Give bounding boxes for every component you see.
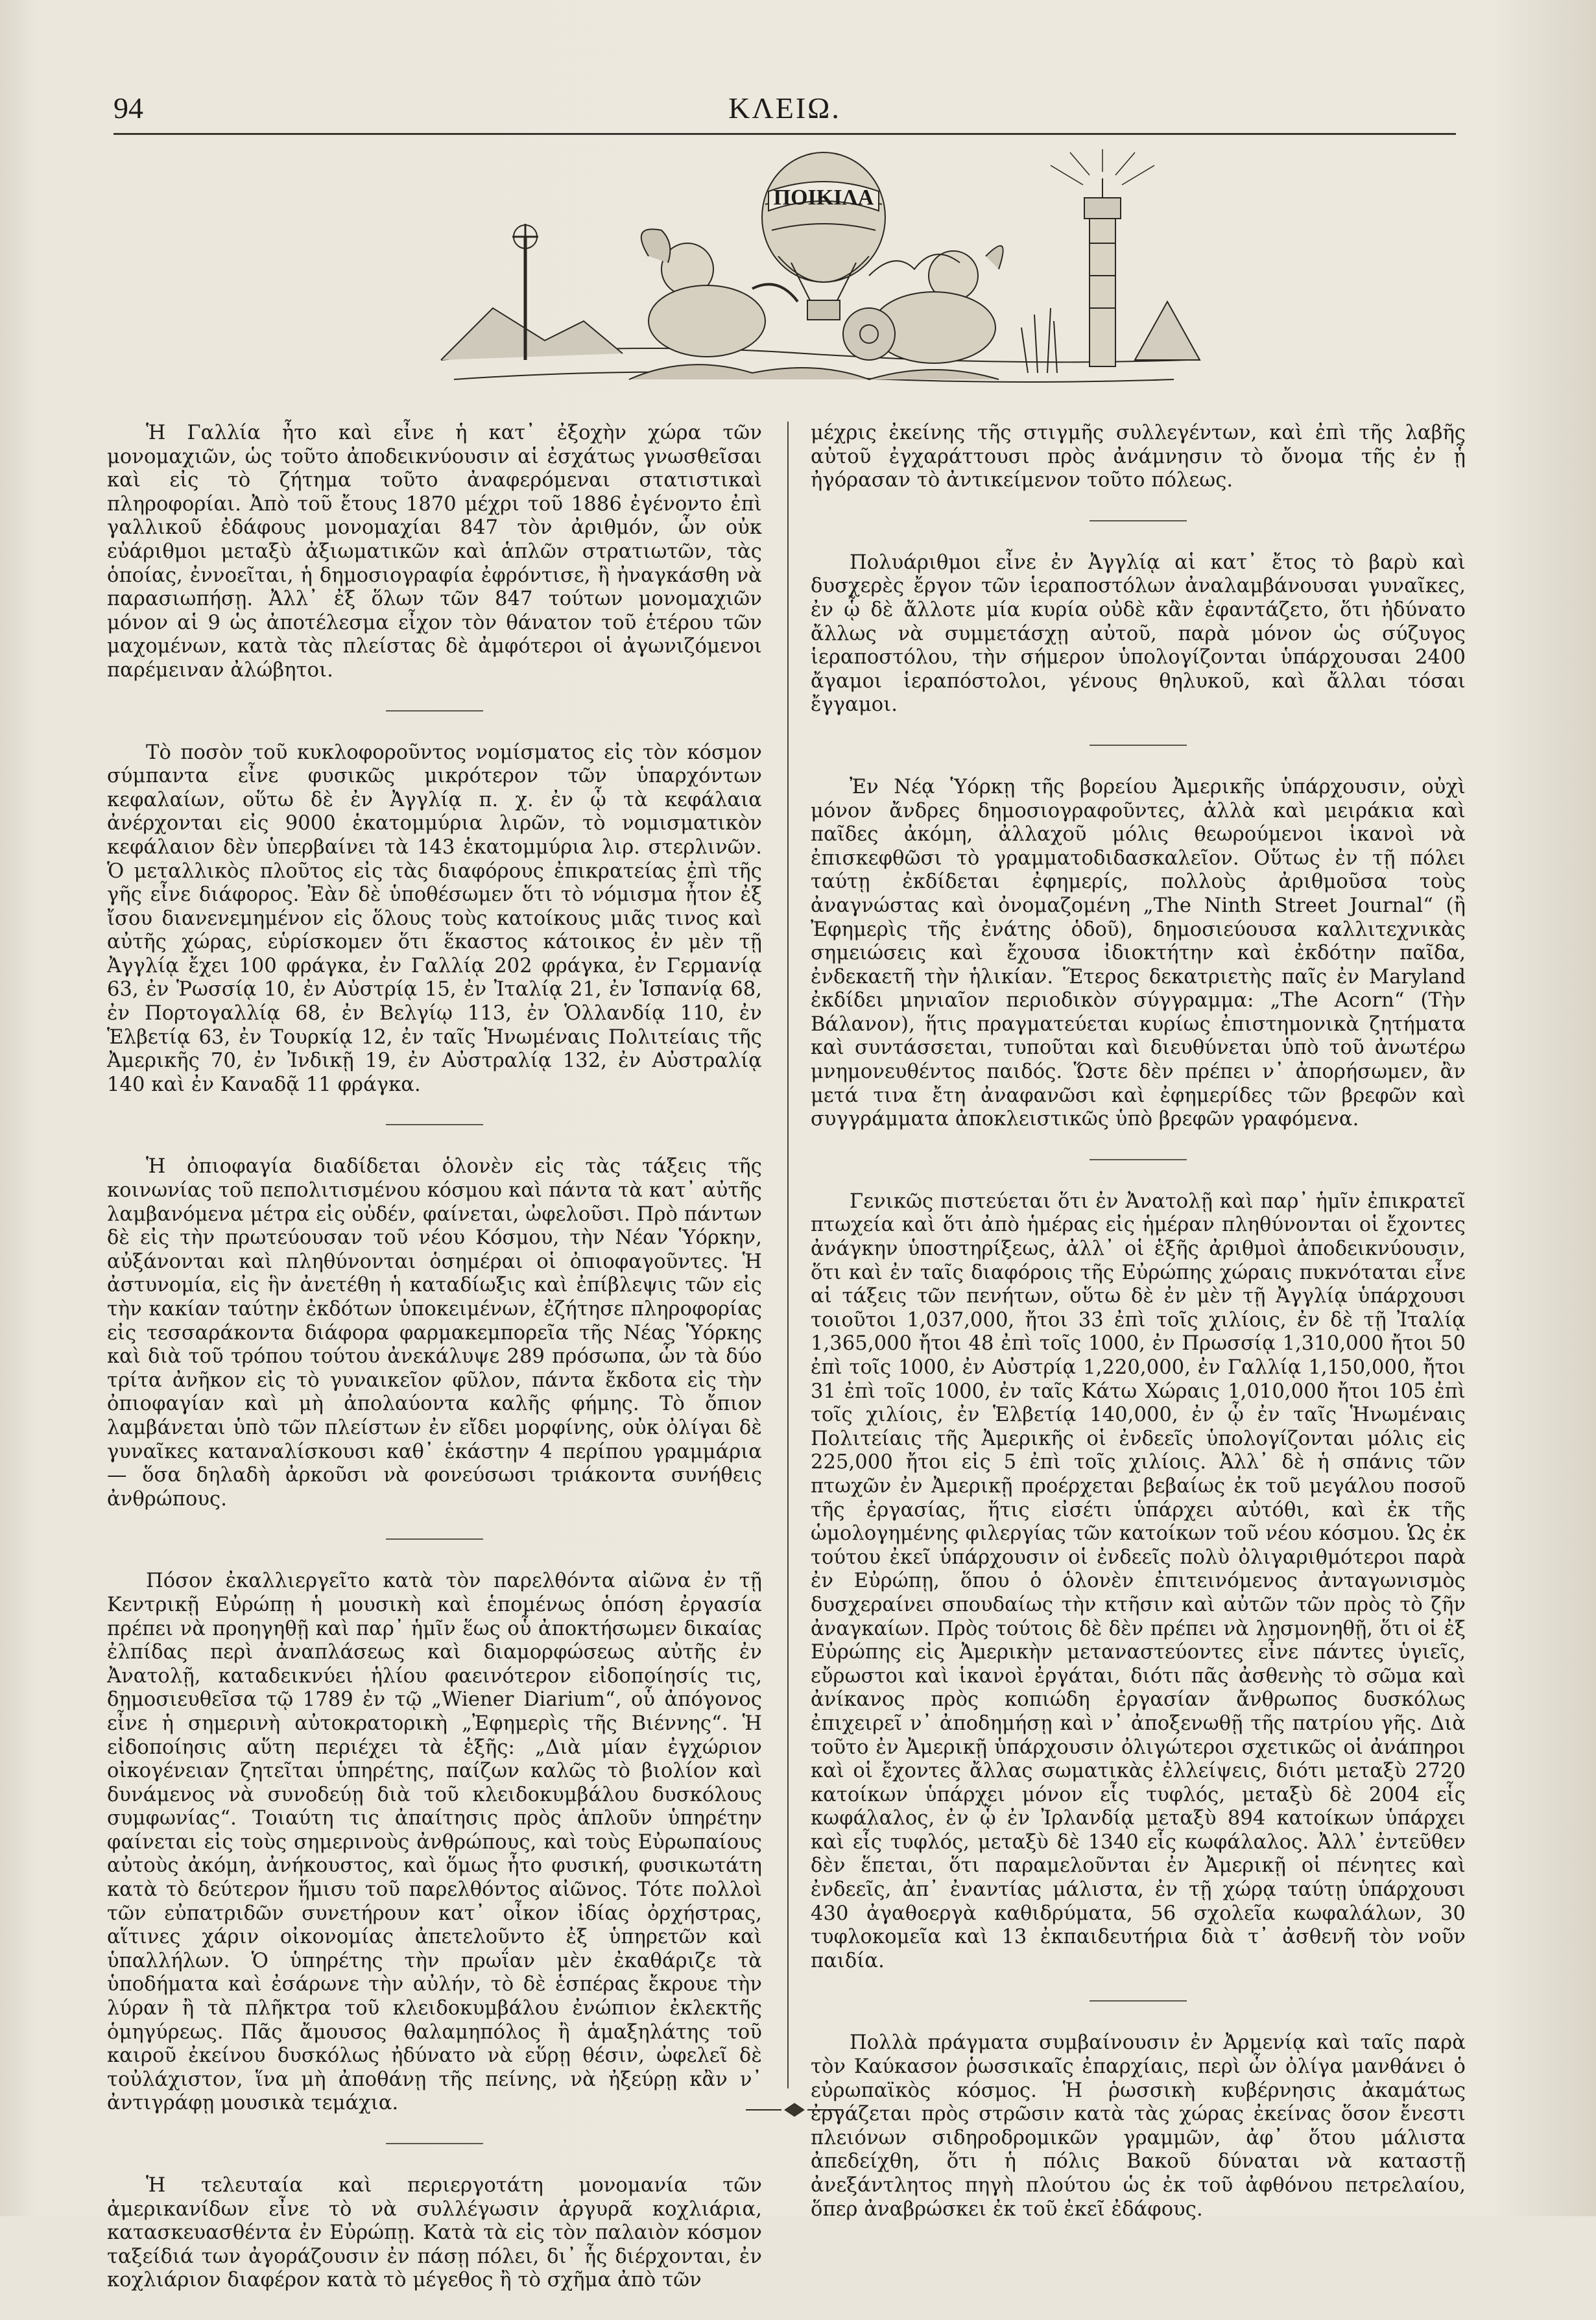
- right-paragraph-3: Ἐν Νέᾳ Ὑόρκῃ τῆς βορείου Ἀμερικῆς ὑπάρχουσιν, οὐχὶ μόνον ἄνδρες δημοσιογραφοῦντες, ἀλλὰ καὶ μειράκια καὶ παῖδες ἀκόμη, ἀλλαχοῦ μόλις θεωρούμενοι ἱκανοὶ νὰ ἐπισκεφθῶσι τὸ γραμματοδιδασκαλεῖον. Οὕτως ἐν τῇ πόλει ταύτῃ ἐκδίδεται ἐφημερίς, πολλοὺς ἀριθμοῦσα τοὺς ἀναγνώστας καὶ ὀνομαζομένη „The Ninth Street Journal“ (ἢ Ἐφημερὶς τῆς ἐνάτης ὁδοῦ), δημοσιεύουσα καλλιτεχνικὰς σημειώσεις καὶ ἔχουσα ἰδιοκτήτην καὶ ἐκδότην παῖδα, ἐνδεκαετῆ τὴν ἡλικίαν. Ἕτερος δεκατριετὴς παῖς ἐν Maryland ἐκδίδει μηνιαῖον περιοδικὸν σύγγραμμα: „The Acorn“ (Τὴν Βάλανον), ἥτις πραγματεύεται κυρίως ἐπιστημονικὰ ζητήματα καὶ συντάσσεται, τυποῦται καὶ διευθύνεται ὑπὸ τοῦ ἀνωτέρω μνημονευθέντος παιδός. Ὥστε δὲν πρέπει ν᾽ ἀπορήσωμεν, ἂν μετά τινα ἔτη ἀναφανῶσι καὶ ἐφημερίδες τῶν βρεφῶν καὶ συγγράμματα ἀποκλειστικῶς ὑπὸ βρεφῶν γραφόμενα.: [811, 775, 1466, 1131]
- right-paragraph-1: μέχρις ἐκείνης τῆς στιγμῆς συλλεγέντων, καὶ ἐπὶ τῆς λαβῆς αὐτοῦ ἐγχαράττουσι πρὸς ἀνάμνησιν τὸ ὄνομα τῆς ἐν ᾗ ἠγόρασαν τὸ ἀντικείμενον τοῦτο πόλεως.: [811, 422, 1466, 492]
- right-paragraph-5: Πολλὰ πράγματα συμβαίνουσιν ἐν Ἀρμενίᾳ καὶ ταῖς παρὰ τὸν Καύκασον ῥωσσικαῖς ἐπαρχίαις, περὶ ὧν ὀλίγα μανθάνει ὁ εὐρωπαϊκὸς κόσμος. Ἡ ῥωσσικὴ κυβέρνησις ἀκαμάτως ἐργάζεται πρὸς στρῶσιν κατὰ τὰς χώρας ἐκείνας ὅσον ἔνεστι πλειόνων σιδηροδρομικῶν γραμμῶν, ἀφ᾽ ὅτου μάλιστα ἀπεδείχθη, ὅτι ἡ πόλις Βακοῦ δύναται νὰ καταστῇ ἀνεξάντλητος πηγὴ πλούτου ὡς ἐκ τοῦ ἀφθόνου πετρελαίου, ὅπερ ἀναβρώσκει ἐκ τοῦ ἐκεῖ ἐδάφους.: [811, 2031, 1466, 2221]
- left-paragraph-5: Ἡ τελευταία καὶ περιεργοτάτη μονομανία τῶν ἀμερικανίδων εἶνε τὸ νὰ συλλέγωσιν ἀργυρᾶ κοχλιάρια, κατασκευασθέντα ἐν Εὐρώπῃ. Κατὰ τὰ εἰς τὸν παλαιὸν κόσμον ταξείδιά των ἀγοράζουσιν ἐν πάσῃ πόλει, δι᾽ ἧς διέρχονται, ἐν κοχλιάριον διαφέρον κατὰ τὸ μέγεθος ἢ τὸ σχῆμα ἀπὸ τῶν: [107, 2174, 762, 2292]
- left-paragraph-2: Τὸ ποσὸν τοῦ κυκλοφοροῦντος νομίσματος εἰς τὸν κόσμον σύμπαντα εἶνε φυσικῶς μικρότερον τῶν ὑπαρχόντων κεφαλαίων, οὕτω δὲ ἐν Ἀγγλίᾳ π. χ. ἐν ᾧ τὰ κεφάλαια ἀνέρχονται εἰς 9000 ἑκατομμύρια λιρῶν, τὸ νομισματικὸν κεφάλαιον δὲν ὑπερβαίνει τὰ 143 ἑκατομμύρια λιρ. στερλινῶν. Ὁ μεταλλικὸς πλοῦτος εἰς τὰς διαφόρους ἐπικρατείας ἐπὶ τῆς γῆς εἶνε διάφορος. Ἐὰν δὲ ὑποθέσωμεν ὅτι τὸ νόμισμα ἦτον ἐξ ἴσου διανενεμημένον εἰς ὅλους τοὺς κατοίκους μιᾶς τινος καὶ αὐτῆς χώρας, εὑρίσκομεν ὅτι ἕκαστος κάτοικος ἐν μὲν τῇ Ἀγγλίᾳ ἔχει 100 φράγκα, ἐν Γαλλίᾳ 202 φράγκα, ἐν Γερμανίᾳ 63, ἐν Ῥωσσίᾳ 10, ἐν Αὐστρίᾳ 15, ἐν Ἰταλίᾳ 21, ἐν Ἱσπανίᾳ 68, ἐν Πορτογαλλίᾳ 68, ἐν Βελγίῳ 113, ἐν Ὁλλανδίᾳ 110, ἐν Ἑλβετίᾳ 63, ἐν Τουρκίᾳ 12, ἐν ταῖς Ἡνωμέναις Πολιτείαις τῆς Ἀμερικῆς 70, ἐν Ἰνδικῇ 19, ἐν Αὐστραλίᾳ 132, ἐν Αὐστραλίᾳ 140 καὶ ἐν Καναδᾷ 11 φράγκα.: [107, 741, 762, 1096]
- running-title: ΚΛΕΙΩ.: [728, 91, 841, 125]
- header-rule: [113, 133, 1456, 135]
- page-number: 94: [113, 91, 143, 125]
- section-separator: [1090, 2000, 1187, 2002]
- right-paragraph-4: Γενικῶς πιστεύεται ὅτι ἐν Ἀνατολῇ καὶ παρ᾽ ἡμῖν ἐπικρατεῖ πτωχεία καὶ ὅτι ἀπὸ ἡμέρας εἰς ἡμέραν πληθύνονται οἱ ἔχοντες ἀνάγκην ὑποστηρίξεως, ἀλλ᾽ οἱ ἑξῆς ἀριθμοὶ ἀποδεικνύουσιν, ὅτι καὶ ἐν ταῖς διαφόροις τῆς Εὐρώπης χώραις πυκνόταται εἶνε αἱ τάξεις τῶν πενήτων, οὕτω δὲ ἐν μὲν τῇ Ἀγγλίᾳ ὑπάρχουσι τοιοῦτοι 1,037,000, ἤτοι 33 ἐπὶ τοῖς χιλίοις, ἐν δὲ τῇ Ἰταλίᾳ 1,365,000 ἤτοι 48 ἐπὶ τοῖς 1000, ἐν Πρωσσίᾳ 1,310,000 ἤτοι 50 ἐπὶ τοῖς 1000, ἐν Αὐστρίᾳ 1,220,000, ἐν Γαλλίᾳ 1,150,000, ἤτοι 31 ἐπὶ τοῖς 1000, ἐν ταῖς Κάτω Χώραις 1,010,000 ἤτοι 105 ἐπὶ τοῖς χιλίοις, ἐν Ἑλβετίᾳ 140,000, ἐν ᾧ ἐν ταῖς Ἡνωμέναις Πολιτείαις τῆς Ἀμερικῆς οἱ ἐνδεεῖς ὑπολογίζονται μόλις εἰς 225,000 ἤτοι εἰς 5 ἐπὶ τοῖς χιλίοις. Ἀλλ᾽ δὲ ἡ σπάνις τῶν πτωχῶν ἐν Ἀμερικῇ προέρχεται βεβαίως ἐκ τοῦ μεγάλου ποσοῦ τῆς ἐργασίας, ἥτις εἰσέτι ὑπάρχει αὐτόθι, καὶ ἐκ τῆς ὡμολογημένης φιλεργίας τῶν κατοίκων τοῦ νέου κόσμου. Ὡς ἐκ τούτου ἐκεῖ ὑπάρχουσιν οἱ ἐνδεεῖς πολὺ ὀλιγαριθμότεροι παρὰ ἐν Εὐρώπῃ, ὅπου ὁ ὁλονὲν ἐπιτεινόμενος ἀνταγωνισμὸς δυσχεραίνει σπουδαίως τὴν κτῆσιν καὶ αὐτῶν τῶν πρὸς τὸ ζῆν ἀναγκαίων. Πρὸς τούτοις δὲ δὲν πρέπει νὰ λησμονηθῇ, ὅτι οἱ ἐξ Εὐρώπης εἰς Ἀμερικὴν μεταναστεύοντες εἶνε πάντες ὑγιεῖς, εὔρωστοι καὶ ἱκανοὶ ἐργάται, διότι πᾶς ἀσθενὴς τὸ σῶμα καὶ ἀνίκανος πρὸς κοπιώδη ἐργασίαν ἄνθρωπος δυσκόλως ἐπιχειρεῖ ν᾽ ἀποδημήσῃ καὶ ν᾽ ἀποξενωθῇ τῆς πατρίου γῆς. Διὰ τοῦτο ἐν Ἀμερικῇ ὑπάρχουσιν ὀλιγώτεροι σχετικῶς οἱ ἀνάπηροι καὶ οἱ ἔχοντες ἄλλας σωματικὰς ἐλλείψεις, διότι μεταξὺ 2720 κατοίκων ὑπάρχει μόνον εἷς τυφλός, μεταξὺ δὲ 2004 εἷς κωφάλαλος, ἐν ᾧ ἐν Ἰρλανδίᾳ μεταξὺ 894 κατοίκων ὑπάρχει καὶ εἷς τυφλός, μεταξὺ δὲ 1340 εἷς κωφάλαλος. Ἀλλ᾽ ἐντεῦθεν δὲν ἕπεται, ὅτι παραμελοῦνται ἐν Ἀμερικῇ οἱ πένητες καὶ ἐνδεεῖς, ἀπ᾽ ἐναντίας μάλιστα, ἐν τῇ χώρᾳ ταύτῃ ὑπάρχουσι 430 ἀγαθοεργὰ καθιδρύματα, 56 σχολεῖα κωφαλάλων, 30 τυφλοκομεῖα καὶ 13 ἐκπαιδευτήρια διὰ τ᾽ ἀσθενῆ τὸν νοῦν παιδία.: [811, 1190, 1466, 1972]
- section-separator: [386, 1538, 483, 1540]
- footer-ornament: [743, 2100, 846, 2120]
- article-columns: [107, 422, 1466, 2292]
- left-paragraph-4: Πόσον ἐκαλλιεργεῖτο κατὰ τὸν παρελθόντα αἰῶνα ἐν τῇ Κεντρικῇ Εὐρώπῃ ἡ μουσικὴ καὶ ἑπομένως ὁπόση ἐργασία πρέπει νὰ προηγηθῇ καὶ παρ᾽ ἡμῖν ἕως οὗ ἀποκτήσωμεν δικαίας ἐλπίδας περὶ ἀναπλάσεως καὶ διαμορφώσεως αὐτῆς ἐν Ἀνατολῇ, καταδεικνύει ἡλίου φαεινότερον εἰδοποίησίς τις, δημοσιευθεῖσα τῷ 1789 ἐν τῷ „Wiener Diarium“, οὗ ἀπόγονος εἶνε ἡ σημερινὴ αὐτοκρατορικὴ „Ἐφημερὶς τῆς Βιέννης“. Ἡ εἰδοποίησις αὕτη περιέχει τὰ ἑξῆς: „Διὰ μίαν ἐγχώριον οἰκογένειαν ζητεῖται ὑπηρέτης, παίζων καλῶς τὸ βιολίον καὶ δυνάμενος νὰ συνοδεύῃ διὰ τοῦ κλειδοκυμβάλου δυσκόλους συμφωνίας“. Τοιαύτη τις ἀπαίτησις πρὸς ἁπλοῦν ὑπηρέτην φαίνεται εἰς τοὺς σημερινοὺς ἀνθρώπους, καὶ τοὺς Εὐρωπαίους αὐτοὺς ἀκόμη, ἀνήκουστος, καὶ ὅμως ἦτο φυσική, φυσικωτάτη κατὰ τὸ δεύτερον ἥμισυ τοῦ παρελθόντος αἰῶνος. Τότε πολλοὶ τῶν εὐπατριδῶν συνετήρουν κατ᾽ οἶκον ἰδίας ὀρχήστρας, αἵτινες χάριν οἰκονομίας ἀπετελοῦντο ἐξ ὑπηρετῶν καὶ ὑπαλλήλων. Ὁ ὑπηρέτης τὴν πρωΐαν μὲν ἐκαθάριζε τὰ ὑποδήματα καὶ ἐσάρωνε τὴν αὐλήν, τὸ δὲ ἑσπέρας ἔκρουε τὴν λύραν ἢ τὰ πλῆκτρα τοῦ κλειδοκυμβάλου ἐνώπιον ἐκλεκτῆς ὁμηγύρεως. Πᾶς ἄμουσος θαλαμηπόλος ἢ ἁμαξηλάτης τοῦ καιροῦ ἐκείνου δυσκόλως ἠδύνατο νὰ εὕρῃ θέσιν, ὠφελεῖ δὲ τοὐλάχιστον, ἵνα μὴ ἀποθάνῃ τῆς πείνης, νὰ ἠξεύρῃ κἂν ν᾽ ἀντιγράφῃ μουσικὰ τεμάχια.: [107, 1570, 762, 2115]
- vignette-illustration: [415, 146, 1213, 418]
- right-column: [811, 422, 1466, 2249]
- section-separator: [1090, 1159, 1187, 1160]
- page-header: [113, 84, 1456, 136]
- section-separator: [386, 1124, 483, 1125]
- section-separator: [1090, 745, 1187, 746]
- section-separator: [386, 2143, 483, 2144]
- left-paragraph-1: Ἡ Γαλλία ἦτο καὶ εἶνε ἡ κατ᾽ ἐξοχὴν χώρα τῶν μονομαχιῶν, ὡς τοῦτο ἀποδεικνύουσιν αἱ ἐσχάτως γνωσθεῖσαι καὶ εἰς τὸ ζήτημα τοῦτο ἀναφερόμεναι στατιστικαὶ πληροφορίαι. Ἀπὸ τοῦ ἔτους 1870 μέχρι τοῦ 1886 ἐγένοντο ἐπὶ γαλλικοῦ ἐδάφους μονομαχίαι 847 τὸν ἀριθμόν, ὧν οὐκ εὐάριθμοι μεταξὺ ἀξιωματικῶν καὶ ἁπλῶν στρατιωτῶν, τὰς ὁποίας, ἐννοεῖται, ἡ δημοσιογραφία ἐφρόντισε, ἢ ἠναγκάσθη νὰ παρασιωπήσῃ. Ἀλλ᾽ ἐξ ὅλων τῶν 847 τούτων μονομαχιῶν μόνον αἱ 9 ὡς ἀποτέλεσμα εἶχον τὸν θάνατον τοῦ ἑτέρου τῶν μαχομένων, κατὰ τὰς πλείστας δὲ ἀμφότεροι οἱ ἀγωνιζόμενοι παρέμειναν ἀλώβητοι.: [107, 422, 762, 682]
- section-separator: [1090, 520, 1187, 521]
- left-paragraph-3: Ἡ ὀπιοφαγία διαδίδεται ὁλονὲν εἰς τὰς τάξεις τῆς κοινωνίας τοῦ πεπολιτισμένου κόσμου καὶ πάντα τὰ κατ᾽ αὐτῆς λαμβανόμενα μέτρα εἰς οὐδέν, φαίνεται, ὠφελοῦσι. Πρὸ πάντων δὲ εἰς τὴν πρωτεύουσαν τοῦ νέου Κόσμου, τὴν Νέαν Ὑόρκην, αὐξάνονται καὶ πληθύνονται ὁσημέραι οἱ ὀπιοφαγοῦντες. Ἡ ἀστυνομία, εἰς ἣν ἀνετέθη ἡ καταδίωξις καὶ ἐπίβλεψις τῶν εἰς τὴν κακίαν ταύτην ἐκδότων ὑποκειμένων, ἐζήτησε πληροφορίας εἰς τεσσαράκοντα διάφορα φαρμακεμπορεῖα τῆς Νέας Ὑόρκης καὶ διὰ τοῦ τρόπου τούτου ἀνεκάλυψε 289 πρόσωπα, ὧν τὰ δύο τρίτα ἀνῆκον εἰς τὸ γυναικεῖον φῦλον, πάντα ἔκδοτα εἰς τὴν ὀπιοφαγίαν καὶ μὴ ἀπολαύοντα καλῆς φήμης. Τὸ ὄπιον λαμβάνεται ὑπὸ τῶν πλείστων ἐν εἴδει μορφίνης, οὐκ ὀλίγαι δὲ γυναῖκες καταναλίσκουσι καθ᾽ ἑκάστην 4 περίπου γραμμάρια — ὅσα δηλαδὴ ἀρκοῦσι νὰ φονεύσωσι τριάκοντα συνήθεις ἀνθρώπους.: [107, 1155, 762, 1511]
- section-separator: [386, 710, 483, 712]
- left-column: [107, 422, 762, 2320]
- column-divider: [787, 422, 789, 2088]
- right-paragraph-2: Πολυάριθμοι εἶνε ἐν Ἀγγλίᾳ αἱ κατ᾽ ἔτος τὸ βαρὺ καὶ δυσχερὲς ἔργον τῶν ἱεραποστόλων ἀναλαμβάνουσαι γυναῖκες, ἐν ᾧ δὲ ἄλλοτε μία κυρία οὐδὲ κἂν ἐφαντάζετο, ὅτι ἠδύνατο ἄλλως νὰ συμμετάσχῃ αὐτοῦ, παρὰ μόνον ὡς σύζυγος ἱεραποστόλου, τὴν σήμερον ὑπολογίζονται ὑπάρχουσαι 2400 ἄγαμοι ἱεραπόστολοι, γένους θηλυκοῦ, καὶ ἄλλαι τόσαι ἔγγαμοι.: [811, 551, 1466, 717]
- vignette-label: ΠΟΙΚΙΛΑ: [773, 185, 874, 209]
